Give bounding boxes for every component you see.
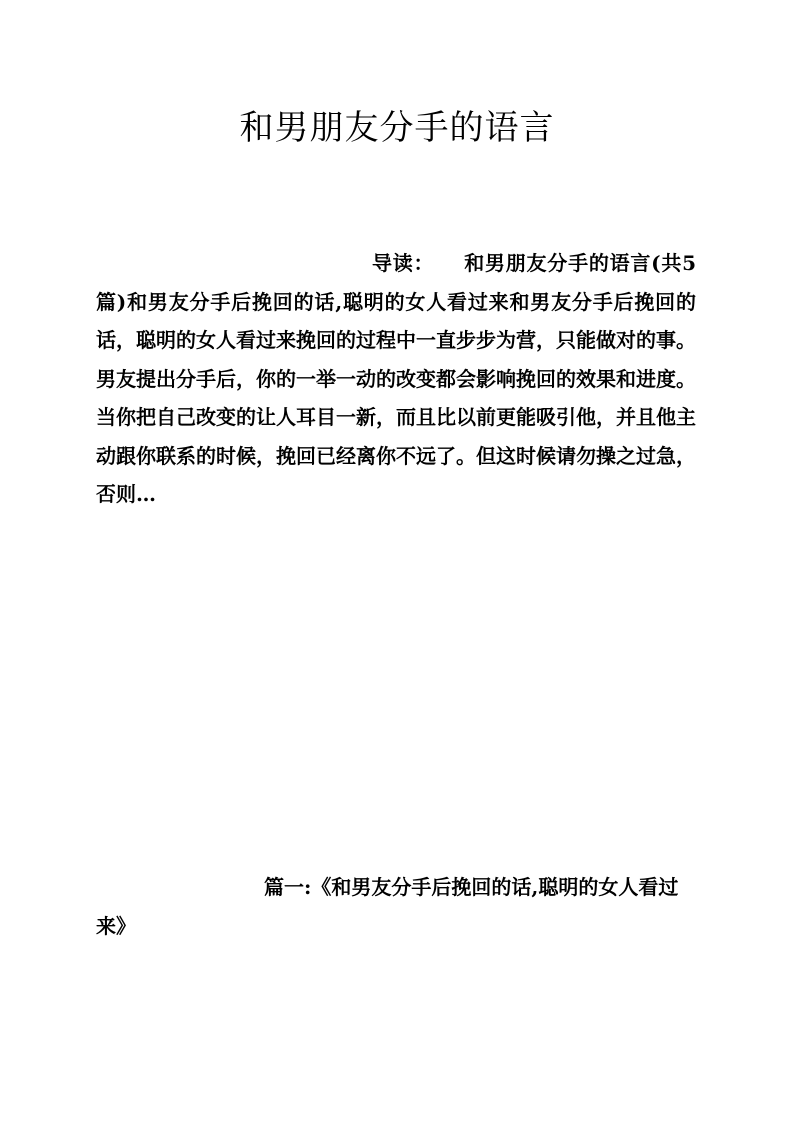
intro-paragraph bbox=[96, 244, 696, 514]
intro-text: 和男朋友分手的语言(共5篇)和男友分手后挽回的话,聪明的女人看过来和男友分手后挽回的话，聪明的女人看过来挽回的过程中一直步步为营，只能做对的事。男友提出分手后，你的一举一动的改变都会影响挽回的效果和进度。当你把自己改变的让人耳目一新，而且比以前更能吸引他，并且他主动跟你联系的时候，挽回已经离你不远了。但这时候请勿操之过急，否则… bbox=[96, 251, 696, 506]
section-heading: 篇一:《和男友分手后挽回的话,聪明的女人看过来》 bbox=[96, 875, 679, 938]
intro-label: 导读： bbox=[372, 251, 435, 275]
document-title: 和男朋友分手的语言 bbox=[239, 108, 555, 148]
